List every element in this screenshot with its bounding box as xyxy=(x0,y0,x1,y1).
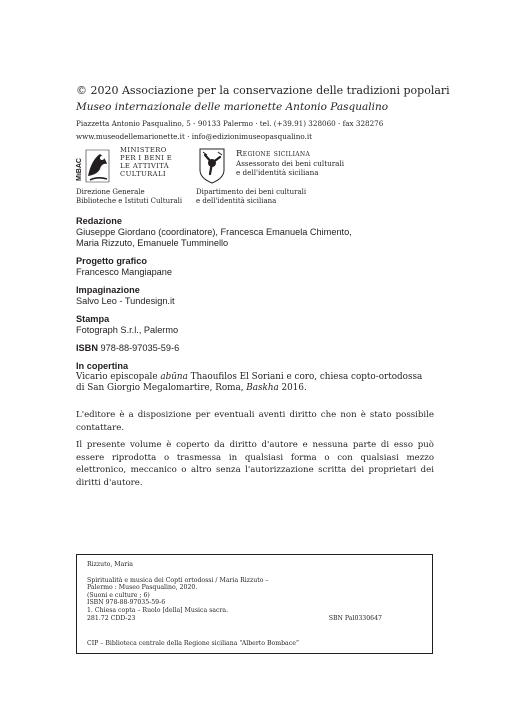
credit-value: Maria Rizzuto, Emanuele Tumminello xyxy=(76,238,229,248)
credit-value: Salvo Leo - Tundesign.it xyxy=(76,296,175,306)
credit-heading: Progetto grafico xyxy=(76,256,147,266)
cover-caption-part: 2016. xyxy=(278,382,307,393)
regione-sub-line: e dell'identità siciliana xyxy=(236,167,319,177)
cip-record-box xyxy=(76,554,433,654)
credit-progetto-grafico xyxy=(76,256,436,278)
museum-name: Museo internazionale delle marionette Antonio Pasqualino xyxy=(76,101,389,113)
isbn-label: ISBN xyxy=(76,343,98,353)
mibac-mark: MiBAC xyxy=(76,158,83,181)
ministero-dept-line: Biblioteche e Istituti Culturali xyxy=(76,196,183,205)
ministero-dept-line: Direzione Generale xyxy=(76,188,145,196)
cip-title-line: Palermo : Museo Pasqualino, 2020. xyxy=(87,584,198,592)
credit-value: Fotograph S.r.l., Palermo xyxy=(76,325,179,335)
museum-address: Piazzetta Antonio Pasqualino, 5 - 90133 Palermo · tel. (+39.91) 328060 · fax 328276 xyxy=(76,119,384,128)
credit-heading: In copertina xyxy=(76,361,129,371)
credit-redazione xyxy=(76,216,436,249)
ministero-label xyxy=(120,146,172,178)
cover-caption-part: Vicario episcopale xyxy=(76,372,161,382)
copyright-notice: Il presente volume è coperto da diritto d'autore e nessuna parte di esso può essere riprodotta o trasmessa in qualsiasi forma o con qualsiasi mezzo elettronico, meccanico o altro senza l'autorizzazione scritta dei proprietari dei diritti d'autore. xyxy=(76,440,434,488)
regione-sub-line: Assessorato dei beni culturali xyxy=(236,159,345,168)
cover-caption xyxy=(76,372,436,393)
regione-department xyxy=(196,188,306,205)
cover-caption-part: Thaoufilos El Soriani e coro, chiesa copto-ortodossa xyxy=(187,372,423,382)
cip-isbn: ISBN 978-88-97035-59-6 xyxy=(87,599,166,607)
ministero-department xyxy=(76,188,182,205)
cover-caption-part: di San Giorgio Megalomartire, Roma, xyxy=(76,382,247,393)
museum-web-contacts: www.museodellemarionette.it · info@edizionimuseopasqualino.it xyxy=(76,132,313,141)
isbn-value: 978-88-97035-59-6 xyxy=(100,343,180,353)
publisher-notice: L'editore è a disposizione per eventuali aventi diritto che non è stato possibile contattare. xyxy=(76,410,434,433)
cip-footer: CIP – Biblioteca centrale della Regione siciliana “Alberto Bombace” xyxy=(87,640,300,648)
cover-caption-italic: abūna xyxy=(160,372,188,382)
cip-subject: 1. Chiesa copta – Ruolo [della] Musica sacra. xyxy=(87,606,229,614)
ministero-line: LE ATTIVITÀ xyxy=(120,162,170,170)
ministero-line: MINISTERO xyxy=(120,146,167,154)
ministero-line: CULTURALI xyxy=(120,170,166,178)
credit-heading: Redazione xyxy=(76,216,122,226)
credits-section xyxy=(76,216,436,400)
credit-isbn xyxy=(76,343,436,354)
cover-caption-italic: Baskha xyxy=(246,382,279,393)
credit-heading: Stampa xyxy=(76,314,110,324)
credit-heading: Impaginazione xyxy=(76,285,140,295)
ministero-line: PER I BENI E xyxy=(120,154,173,162)
credit-stampa xyxy=(76,314,436,336)
regione-siciliana-logo xyxy=(196,146,228,184)
cip-title-line: Spiritualità e musica dei Copti ortodossi / Maria Rizzuto – xyxy=(87,576,269,584)
credit-copertina xyxy=(76,361,436,393)
cip-author: Rizzuto, Maria xyxy=(87,561,133,568)
rights-notice xyxy=(76,409,434,495)
mibac-logo xyxy=(76,146,112,184)
copyright-line: © 2020 Associazione per la conservazione delle tradizioni popolari xyxy=(76,84,450,97)
regione-title: Regione siciliana xyxy=(236,149,311,159)
cip-classification: 281.72 CDD-23 xyxy=(87,614,136,622)
regione-dept-line: Dipartimento dei beni culturali xyxy=(196,188,307,196)
regione-assessorato xyxy=(236,160,344,177)
cip-classification-row xyxy=(87,615,422,623)
credit-impaginazione xyxy=(76,285,436,307)
cip-series: (Suoni e culture ; 6) xyxy=(87,591,150,599)
cip-sbn: SBN Pal0330647 xyxy=(328,614,382,622)
credit-value: Francesco Mangiapane xyxy=(76,267,173,277)
regione-dept-line: e dell'identità siciliana xyxy=(196,196,277,205)
credit-value: Giuseppe Giordano (coordinatore), Francesca Emanuela Chimento, xyxy=(76,227,352,237)
